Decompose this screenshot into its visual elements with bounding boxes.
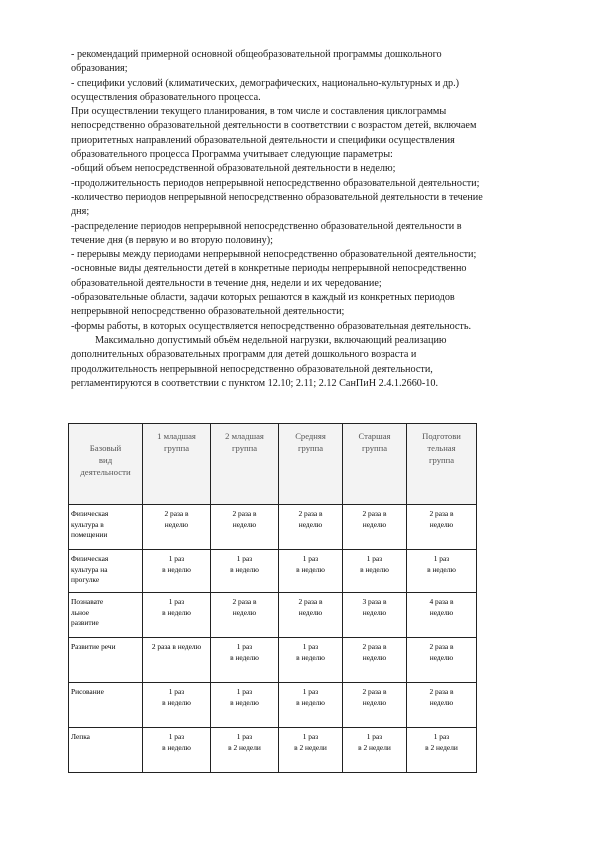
list-item: -общий объем непосредственной образовательной деятельности в неделю; — [71, 163, 396, 175]
activity-cell: Физическая культура в помещении — [69, 505, 143, 550]
schedule-table-container — [68, 423, 476, 773]
activity-cell: Рисование — [69, 683, 143, 728]
activity-cell: Лепка — [69, 728, 143, 773]
schedule-table — [68, 423, 477, 773]
column-header: Подготови тельная группа — [407, 424, 477, 505]
column-header: Средняя группа — [279, 424, 343, 505]
list-item: -формы работы, в которых осуществляется непосредственно образовательная деятельность. — [71, 320, 472, 332]
table-cell: 2 раза в неделю — [407, 683, 477, 728]
list-item: -основные виды деятельности детей в конкретные периоды непрерывной непосредственно образовательной деятельности в течение дня, недели и их чередование; — [71, 263, 467, 289]
table-cell: 2 раза в неделю — [211, 593, 279, 638]
paragraph: При осуществлении текущего планирования, в том числе и составления циклограммы непосредственно образовательной деятельности в соответствии с возрастом детей, включаем приоритетных направлений образовательной деятельности и специфики осуществления образовательного процесса Программа учитывает следующие параметры: — [71, 106, 477, 161]
column-header: 1 младшая группа — [143, 424, 211, 505]
table-cell: 1 раз в неделю — [143, 728, 211, 773]
table-cell: 1 раз в неделю — [143, 593, 211, 638]
column-header: 2 младшая группа — [211, 424, 279, 505]
activity-cell: Развитие речи — [69, 638, 143, 683]
table-cell: 1 раз в неделю — [343, 550, 407, 593]
table-cell: 1 раз в неделю — [211, 683, 279, 728]
activity-cell: Физическая культура на прогулке — [69, 550, 143, 593]
table-cell: 1 раз в неделю — [279, 550, 343, 593]
paragraph: - специфики условий (климатических, демографических, национально-культурных и др.) осуществления образовательного процесса. — [71, 77, 460, 103]
table-cell: 3 раза в неделю — [343, 593, 407, 638]
table-cell: 1 раз в неделю — [407, 550, 477, 593]
list-item: - перерывы между периодами непрерывной непосредственно образовательной деятельности; — [71, 249, 477, 261]
table-cell: 2 раза в неделю — [407, 638, 477, 683]
list-item: -образовательные области, задачи которых решаются в каждый из конкретных периодов непрерывной непосредственно образовательной деятельности; — [71, 292, 455, 318]
table-cell: 2 раза в неделю — [343, 683, 407, 728]
table-cell: 2 раза в неделю — [343, 638, 407, 683]
table-row — [69, 683, 477, 728]
table-cell: 1 раз в неделю — [143, 550, 211, 593]
column-header: Старшая группа — [343, 424, 407, 505]
activity-cell: Познавате льное развитие — [69, 593, 143, 638]
table-cell: 1 раз в 2 недели — [211, 728, 279, 773]
table-row — [69, 638, 477, 683]
table-cell: 2 раза в неделю — [143, 505, 211, 550]
table-cell: 1 раз в 2 недели — [279, 728, 343, 773]
table-row — [69, 593, 477, 638]
table-cell: 2 раза в неделю — [407, 505, 477, 550]
table-row — [69, 505, 477, 550]
table-cell: 2 раза в неделю — [211, 505, 279, 550]
table-cell: 1 раз в неделю — [279, 638, 343, 683]
table-cell: 4 раза в неделю — [407, 593, 477, 638]
table-cell: 1 раз в неделю — [211, 550, 279, 593]
table-cell: 1 раз в неделю — [279, 683, 343, 728]
table-header-row — [69, 424, 477, 505]
table-cell: 1 раз в 2 недели — [343, 728, 407, 773]
document-text — [71, 48, 549, 391]
final-paragraph: Максимально допустимый объём недельной нагрузки, включающий реализацию дополнительных образовательных программ для детей дошкольного возраста и продолжительность непрерывной непосредственно образовательной деятельности, регламентируются в соответствии с пунктом 12.10; 2.11; 2.12 СанПиН 2.4.1.2660-10. — [71, 334, 447, 389]
column-header: Базовый вид деятельности — [69, 424, 143, 505]
table-cell: 1 раз в неделю — [211, 638, 279, 683]
list-item: -количество периодов непрерывной непосредственно образовательной деятельности в течение дня; — [71, 191, 483, 218]
table-row — [69, 728, 477, 773]
table-cell: 2 раза в неделю — [279, 505, 343, 550]
table-cell: 2 раза в неделю — [143, 638, 211, 683]
paragraph: - рекомендаций примерной основной общеобразовательной программы дошкольного образования; — [71, 49, 442, 75]
list-item: -продолжительность периодов непрерывной непосредственно образовательной деятельности; — [71, 177, 480, 189]
table-cell: 1 раз в 2 недели — [407, 728, 477, 773]
table-cell: 2 раза в неделю — [343, 505, 407, 550]
table-row — [69, 550, 477, 593]
list-item: -распределение периодов непрерывной непосредственно образовательной деятельности в течение дня (в первую и во вторую половину); — [71, 220, 462, 246]
table-cell: 2 раза в неделю — [279, 593, 343, 638]
table-cell: 1 раз в неделю — [143, 683, 211, 728]
